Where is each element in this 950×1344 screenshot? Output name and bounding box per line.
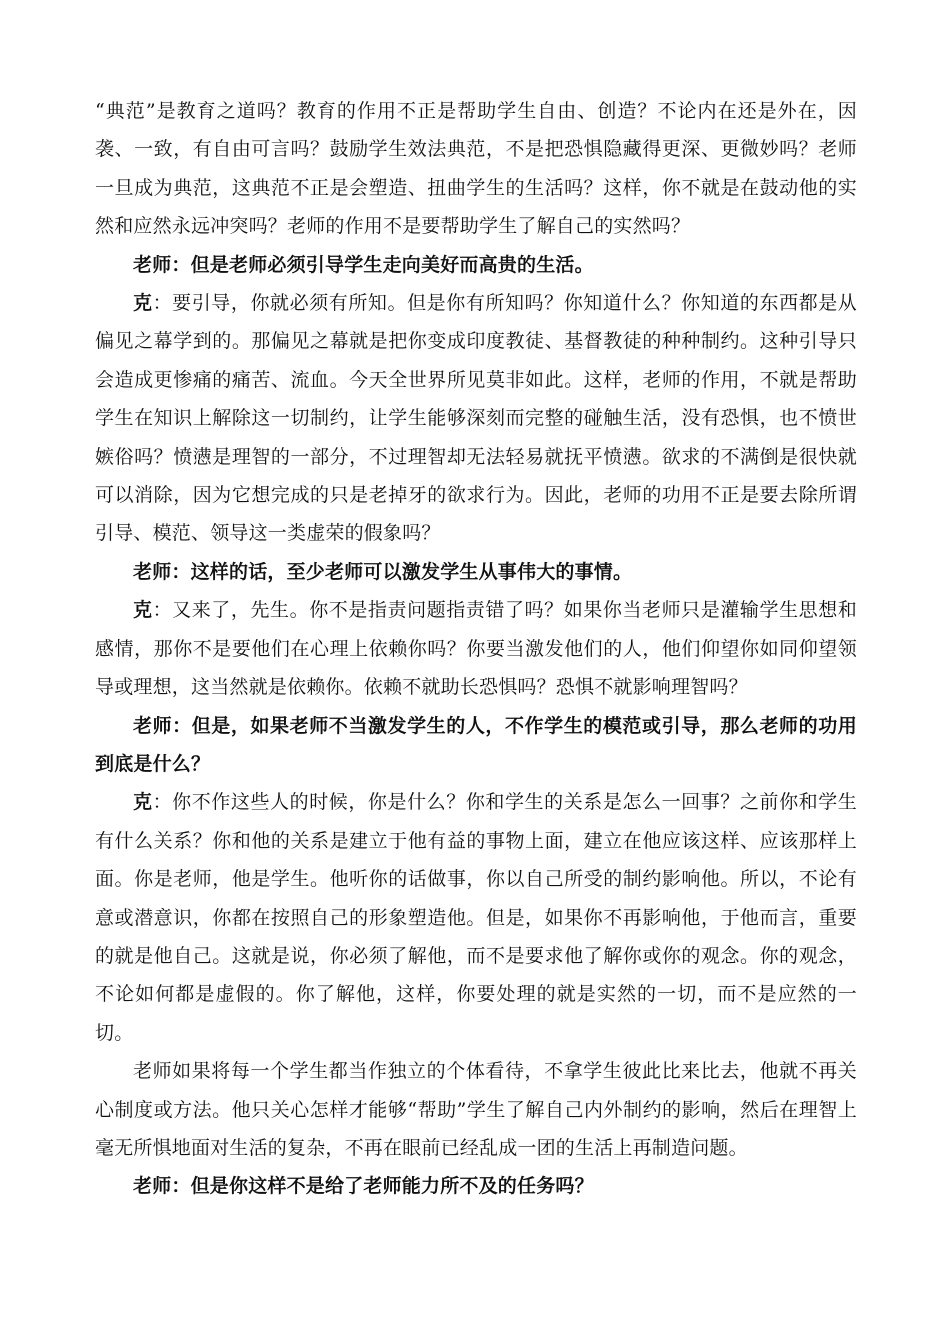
paragraph-text: ：你不作这些人的时候，你是什么？你和学生的关系是怎么一回事？之前你和学生有什么关系？你和他的关系是建立于他有益的事物上面，建立在他应该这样、应该那样上面。你是老师，他是学生。他听你的话做事，你以自己所受的制约影响他。所以，不论有意或潜意识，你都在按照自己的形象塑造他。但是，如果你不再影响他，于他而言，重要的就是他自己。这就是说，你必须了解他，而不是要求他了解你或你的观念。你的观念，不论如何都是虚假的。你了解他，这样，你要处理的就是实然的一切，而不是应然的一切。: [95, 791, 857, 1044]
speaker-label: 克: [133, 599, 153, 622]
speaker-label: 老师：: [133, 560, 191, 583]
teacher-line: [95, 1167, 857, 1205]
paragraph-continuation: [95, 92, 857, 246]
speaker-label: 克: [133, 791, 153, 814]
document-page: [95, 92, 857, 1206]
narrative-paragraph: [95, 1052, 857, 1167]
teacher-text: 这样的话，至少老师可以激发学生从事伟大的事情。: [190, 560, 633, 583]
speaker-label: 老师：: [133, 714, 192, 737]
paragraph-text: 老师如果将每一个学生都当作独立的个体看待，不拿学生彼此比来比去，他就不再关心制度或方法。他只关心怎样才能够“帮助”学生了解自己内外制约的影响，然后在理智上毫无所惧地面对生活的复杂，不再在眼前已经乱成一团的生活上再制造问题。: [95, 1060, 857, 1159]
ke-paragraph: [95, 284, 857, 553]
paragraph-text: ：要引导，你就必须有所知。但是你有所知吗？你知道什么？你知道的东西都是从偏见之幕学到的。那偏见之幕就是把你变成印度教徒、基督教徒的种种制约。这种引导只会造成更惨痛的痛苦、流血。今天全世界所见莫非如此。这样，老师的作用，不就是帮助学生在知识上解除这一切制约，让学生能够深刻而完整的碰触生活，没有恐惧，也不愤世嫉俗吗？愤懑是理智的一部分，不过理智却无法轻易就抚平愤懑。欲求的不满倒是很快就可以消除，因为它想完成的只是老掉牙的欲求行为。因此，老师的功用不正是要去除所谓引导、模范、领导这一类虚荣的假象吗？: [95, 292, 857, 545]
teacher-line: [95, 707, 857, 784]
teacher-text: 但是你这样不是给了老师能力所不及的任务吗？: [190, 1175, 594, 1198]
teacher-text: 但是，如果老师不当激发学生的人，不作学生的模范或引导，那么老师的功用到底是什么？: [95, 714, 857, 775]
teacher-text: 但是老师必须引导学生走向美好而高贵的生活。: [190, 253, 594, 276]
ke-paragraph: [95, 783, 857, 1052]
ke-paragraph: [95, 591, 857, 706]
speaker-label: 老师：: [133, 1175, 191, 1198]
speaker-label: 老师：: [133, 253, 191, 276]
speaker-label: 克: [133, 292, 153, 315]
paragraph-text: “典范”是教育之道吗？教育的作用不正是帮助学生自由、创造？不论内在还是外在，因袭、一致，有自由可言吗？鼓励学生效法典范，不是把恐惧隐藏得更深、更微妙吗？老师一旦成为典范，这典范不正是会塑造、扭曲学生的生活吗？这样，你不就是在鼓动他的实然和应然永远冲突吗？老师的作用不是要帮助学生了解自己的实然吗？: [95, 100, 857, 238]
teacher-line: [95, 553, 857, 591]
teacher-line: [95, 246, 857, 284]
paragraph-text: ：又来了，先生。你不是指责问题指责错了吗？如果你当老师只是灌输学生思想和感情，那你不是要他们在心理上依赖你吗？你要当激发他们的人，他们仰望你如同仰望领导或理想，这当然就是依赖你。依赖不就助长恐惧吗？恐惧不就影响理智吗？: [95, 599, 857, 699]
